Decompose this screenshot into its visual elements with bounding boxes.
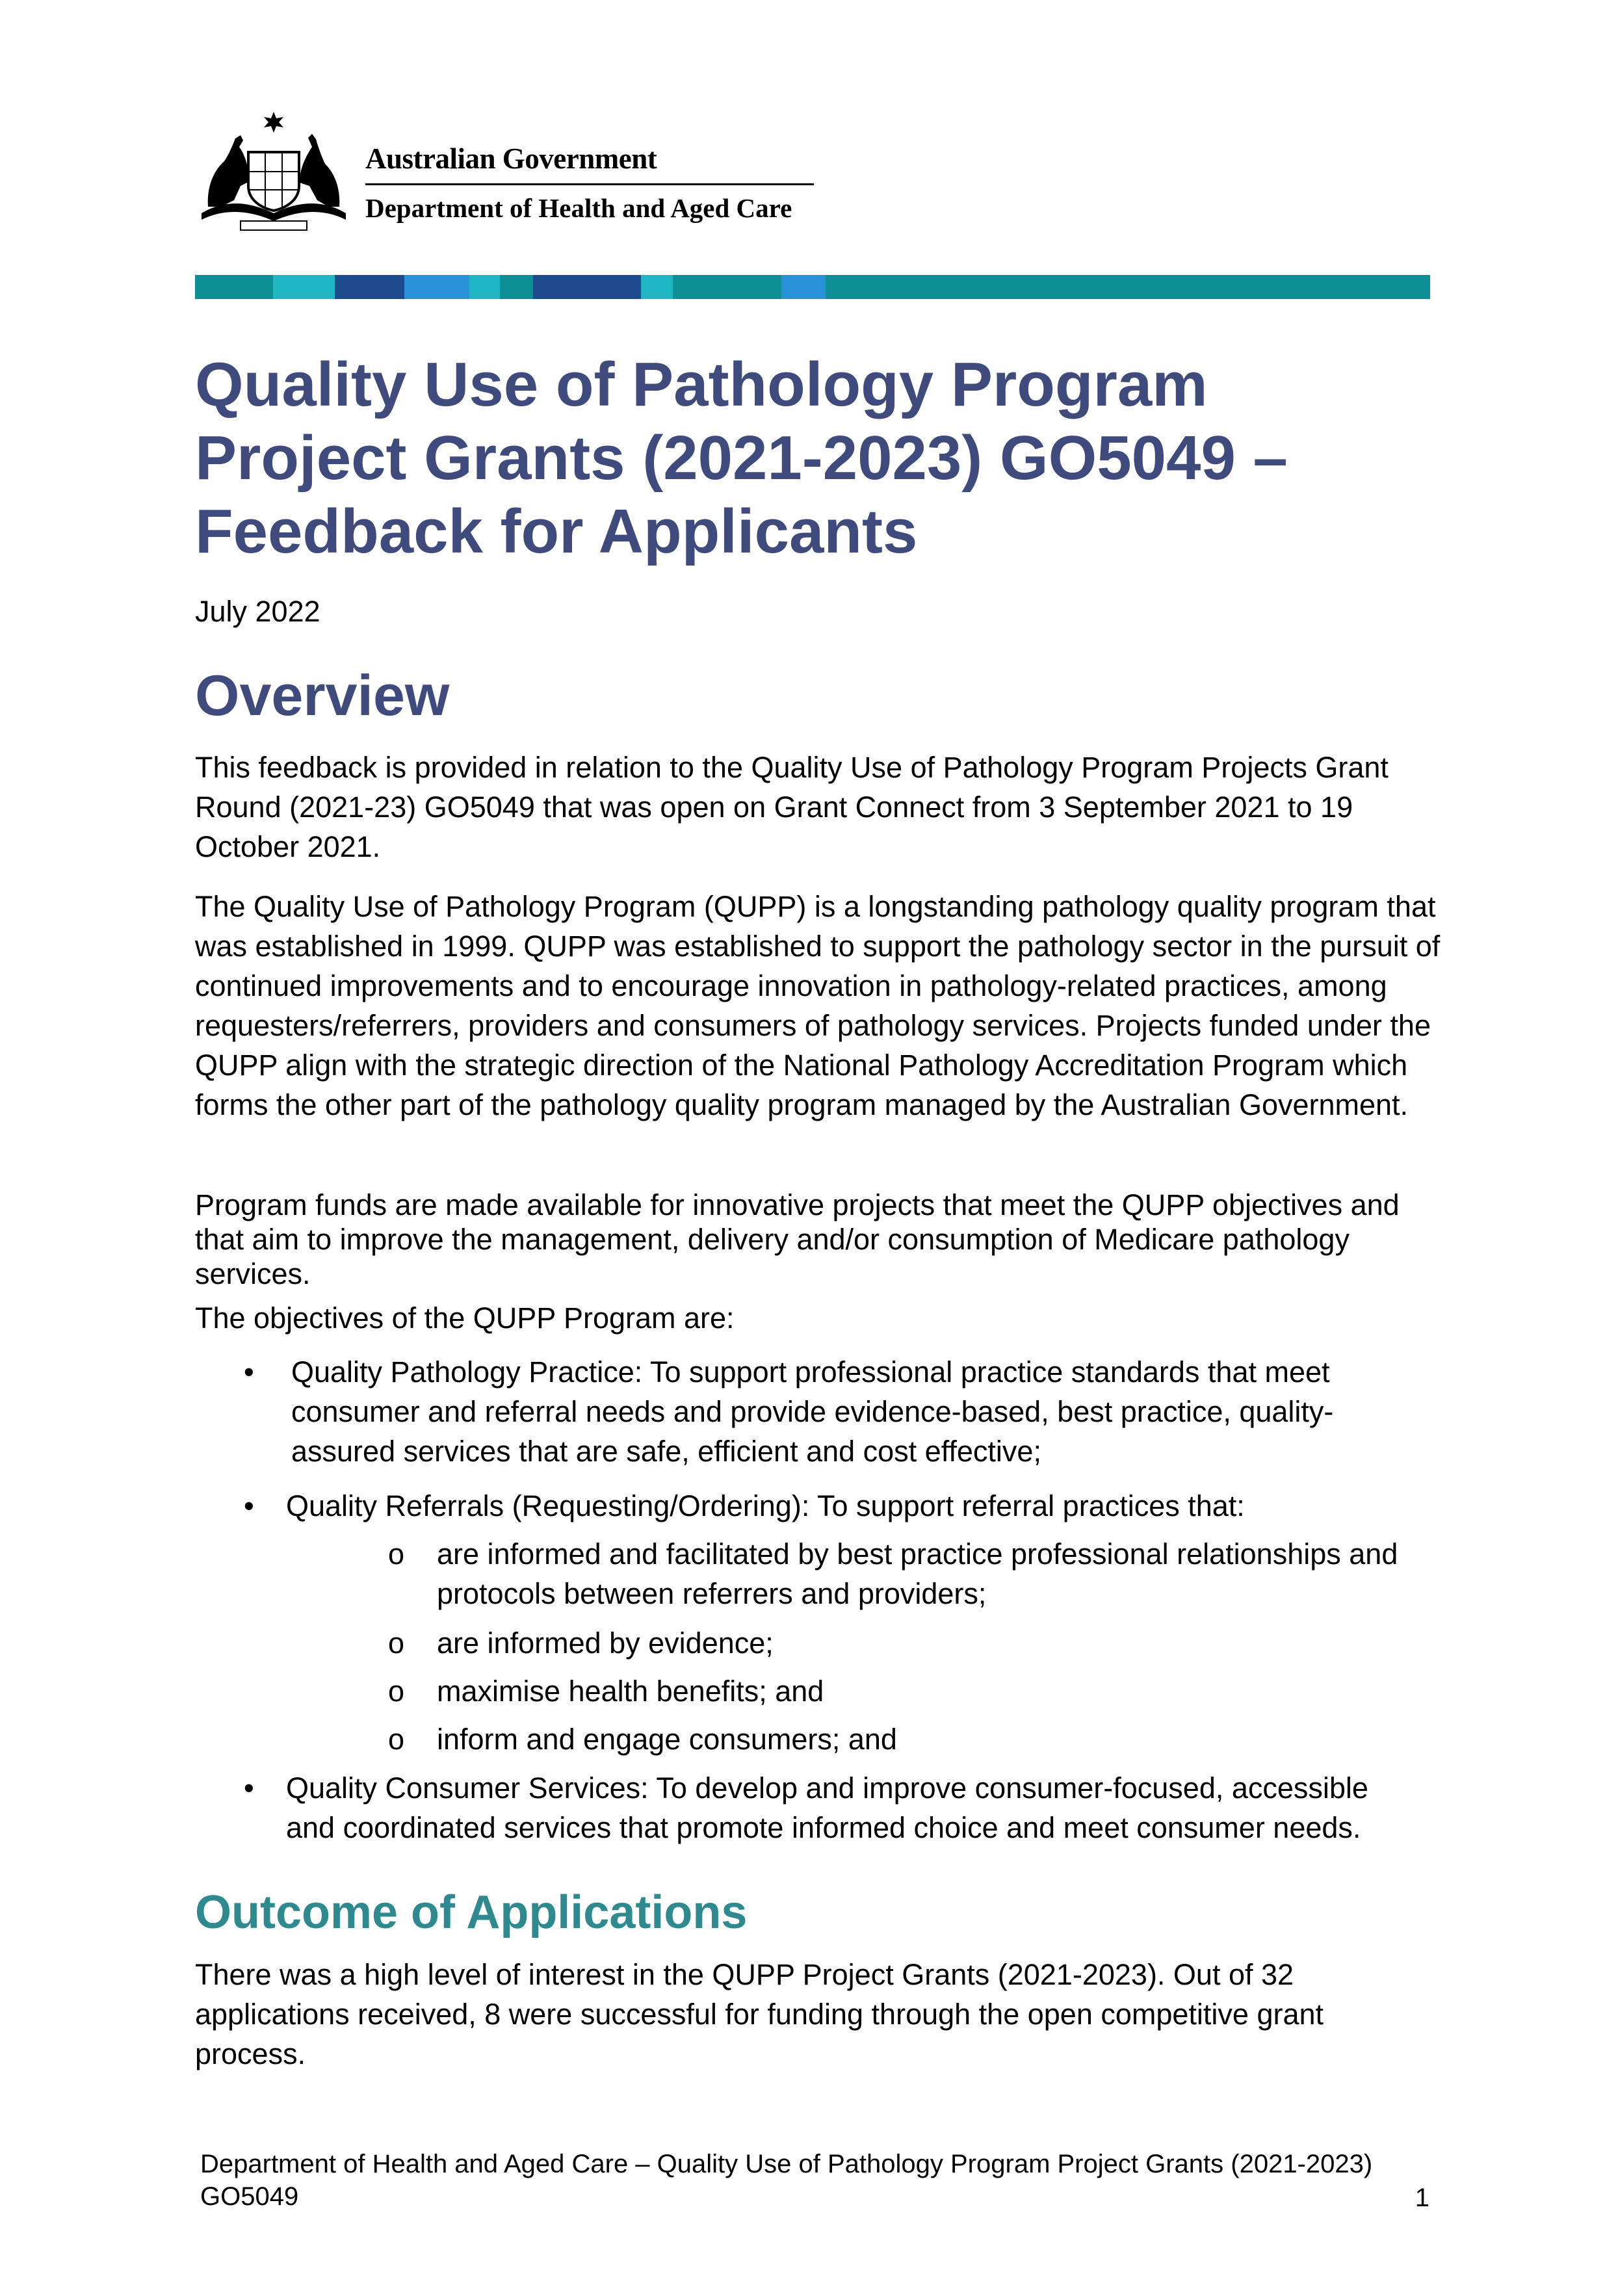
sub-objective-4: inform and engage consumers; and <box>437 1723 897 1756</box>
objective-quality-pathology-practice: Quality Pathology Practice: To support professional practice standards that meet consumer and referral needs and provide evidence-based, best practice, quality-assured services that are safe, efficient and cost effective; <box>291 1355 1334 1468</box>
sub-bullet-icon: o <box>388 1626 405 1660</box>
bullet-icon: • <box>244 1489 254 1522</box>
overview-paragraph-1: This feedback is provided in relation to the Quality Use of Pathology Program Projects Grant Round (2021-23) GO5049 that was open on Grant Connect from 3 September 2021 to 19 October 2021. <box>195 751 1389 863</box>
government-name: Australian Government <box>365 142 657 175</box>
coat-of-arms-logo <box>195 109 352 233</box>
document-date: July 2022 <box>195 595 320 628</box>
objective-quality-consumer-services: Quality Consumer Services: To develop and improve consumer-focused, accessible and coordinated services that promote informed choice and meet consumer needs. <box>286 1771 1368 1844</box>
document-title: Quality Use of Pathology Program Project Grants (2021-2023) GO5049 – Feedback for Applicants <box>195 350 1288 566</box>
decorative-color-bar <box>195 275 1430 299</box>
objective-quality-referrals: Quality Referrals (Requesting/Ordering): To support referral practices that: <box>286 1489 1245 1522</box>
department-name: Department of Health and Aged Care <box>365 193 792 223</box>
sub-bullet-icon: o <box>388 1675 405 1708</box>
objectives-intro: The objectives of the QUPP Program are: <box>195 1301 735 1335</box>
sub-bullet-icon: o <box>388 1723 405 1756</box>
page-number: 1 <box>1415 2184 1429 2212</box>
sub-objective-1: are informed and facilitated by best practice professional relationships and protocols between referrers and providers; <box>437 1537 1398 1610</box>
logo-divider <box>365 183 814 185</box>
bullet-icon: • <box>244 1355 254 1389</box>
overview-paragraph-3: Program funds are made available for innovative projects that meet the QUPP objectives and that aim to improve the management, delivery and/or consumption of Medicare pathology services. <box>195 1188 1400 1290</box>
bullet-icon: • <box>244 1771 254 1805</box>
outcome-paragraph: There was a high level of interest in the QUPP Project Grants (2021-2023). Out of 32 applications received, 8 were successful for funding through the open competitive grant process. <box>195 1958 1324 2070</box>
sub-objective-2: are informed by evidence; <box>437 1626 774 1660</box>
overview-paragraph-2: The Quality Use of Pathology Program (QUPP) is a longstanding pathology quality program that was established in 1999. QUPP was established to support the pathology sector in the pursuit of continued improvements and to encourage innovation in pathology-related practices, among requesters/referrers, providers and consumers of pathology services. Projects funded under the QUPP align with the strategic direction of the National Pathology Accreditation Program which forms the other part of the pathology quality program managed by the Australian Government. <box>195 890 1441 1121</box>
overview-heading: Overview <box>195 663 450 727</box>
sub-bullet-icon: o <box>388 1537 405 1571</box>
sub-objective-3: maximise health benefits; and <box>437 1675 824 1708</box>
page-footer: Department of Health and Aged Care – Quality Use of Pathology Program Project Grants (2021-2023) GO5049 <box>200 2150 1373 2211</box>
outcome-heading: Outcome of Applications <box>195 1886 748 1938</box>
